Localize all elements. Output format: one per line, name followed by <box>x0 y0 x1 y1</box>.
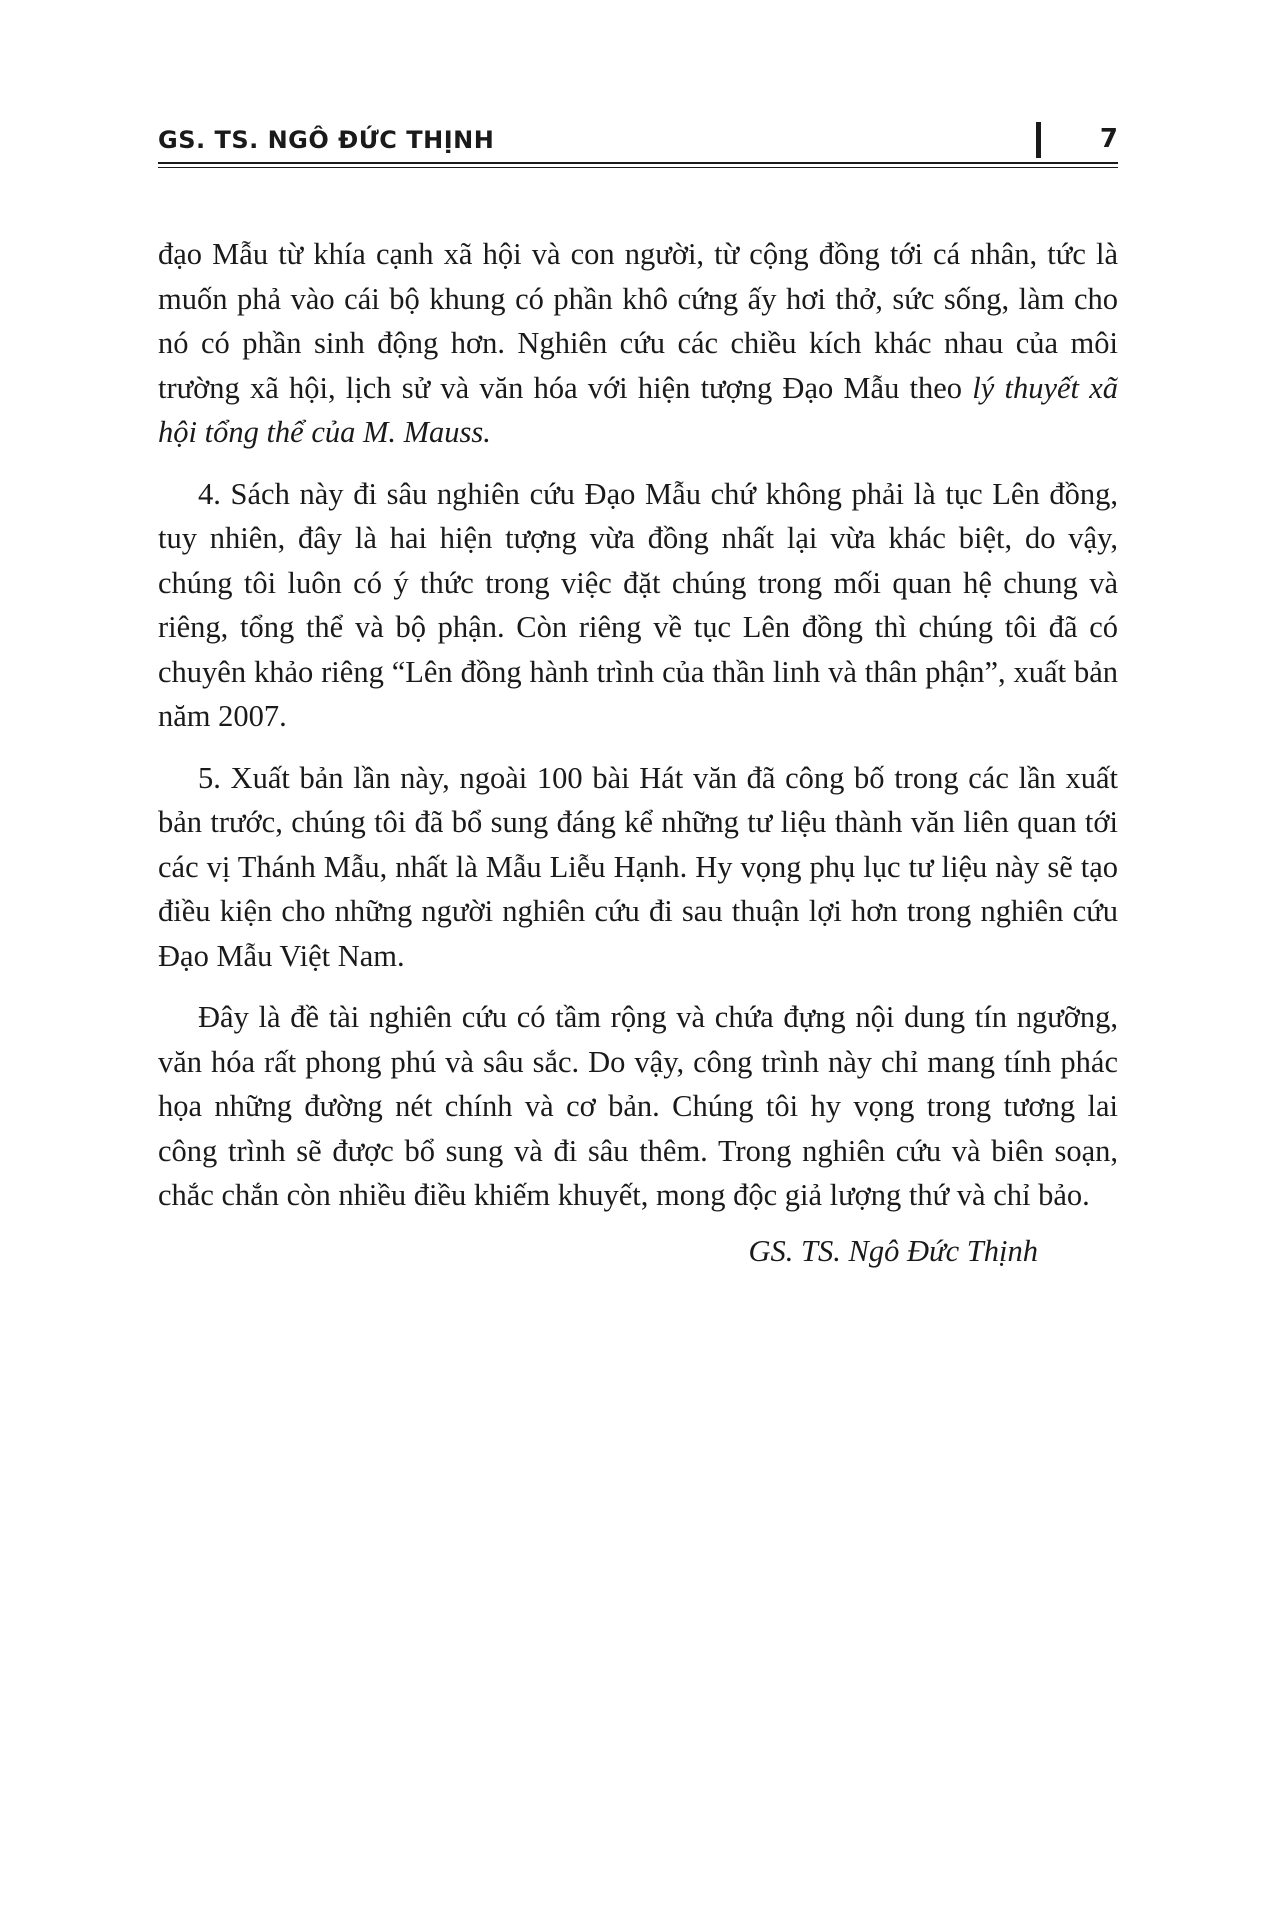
header-rule-thin <box>158 167 1118 168</box>
paragraph-point-4: 4. Sách này đi sâu nghiên cứu Đạo Mẫu chứ không phải là tục Lên đồng, tuy nhiên, đây là hai hiện tượng vừa đồng nhất lại vừa khác biệt, do vậy, chúng tôi luôn có ý thức trong việc đặt chúng trong mối quan hệ chung và riêng, tổng thể và bộ phận. Còn riêng về tục Lên đồng thì chúng tôi đã có chuyên khảo riêng “Lên đồng hành trình của thần linh và thân phận”, xuất bản năm 2007. <box>158 476 1118 733</box>
author-signature: GS. TS. Ngô Đức Thịnh <box>748 1233 1038 1268</box>
header-author: GS. TS. NGÔ ĐỨC THỊNH <box>158 126 495 154</box>
paragraph-point-5: 5. Xuất bản lần này, ngoài 100 bài Hát văn đã công bố trong các lần xuất bản trước, chúng tôi đã bổ sung đáng kể những tư liệu thành văn liên quan tới các vị Thánh Mẫu, nhất là Mẫu Liễu Hạnh. Hy vọng phụ lục tư liệu này sẽ tạo điều kiện cho những người nghiên cứu đi sau thuận lợi hơn trong nghiên cứu Đạo Mẫu Việt Nam. <box>158 760 1118 973</box>
paragraph-italic-text: lý thuyết xã hội tổng thể của M. Mauss. <box>158 370 1118 449</box>
header-separator-bar <box>1036 122 1041 158</box>
paragraph-conclusion: Đây là đề tài nghiên cứu có tầm rộng và chứa đựng nội dung tín ngưỡng, văn hóa rất phong phú và sâu sắc. Do vậy, công trình này chỉ mang tính phác họa những đường nét chính và cơ bản. Chúng tôi hy vọng trong tương lai công trình sẽ được bổ sung và đi sâu thêm. Trong nghiên cứu và biên soạn, chắc chắn còn nhiều điều khiếm khuyết, mong độc giả lượng thứ và chỉ bảo. <box>158 1000 1118 1212</box>
running-header <box>158 118 1118 162</box>
paragraph-continuation <box>158 232 1118 455</box>
body-text <box>158 232 1118 1273</box>
page-number: 7 <box>1099 124 1118 154</box>
paragraph-text: đạo Mẫu từ khía cạnh xã hội và con người, từ cộng đồng tới cá nhân, tức là muốn phả vào cái bộ khung có phần khô cứng ấy hơi thở, sức sống, làm cho nó có phần sinh động hơn. Nghiên cứu các chiều kích khác nhau của môi trường xã hội, lịch sử và văn hóa với hiện tượng Đạo Mẫu theo <box>158 237 1118 405</box>
header-rule <box>158 162 1118 164</box>
